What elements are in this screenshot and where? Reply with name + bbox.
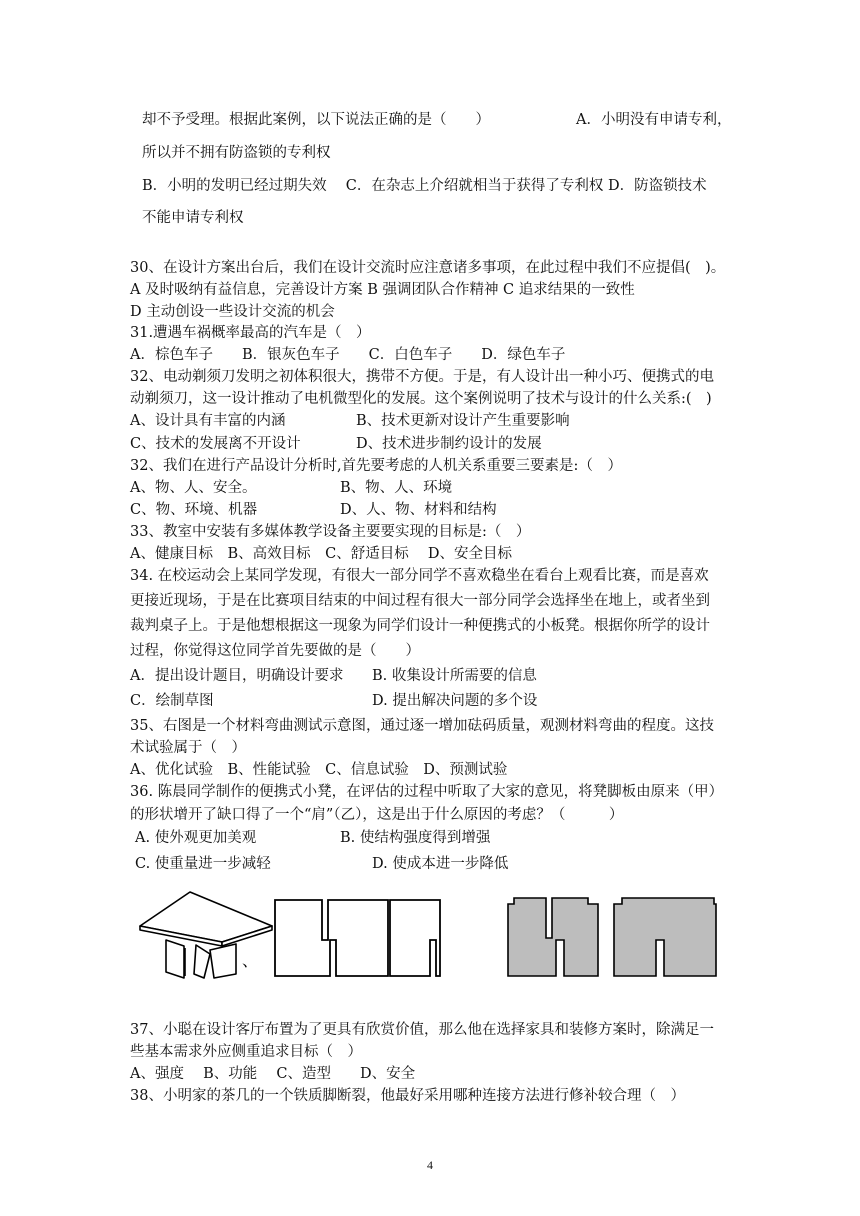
option-d: D、人、物、材料和结构 — [340, 502, 497, 518]
option-a: A．提出设计题目，明确设计要求 — [130, 668, 344, 684]
question-32-stem: 动剃须刀，这一设计推动了电机微型化的发展。这个案例说明了技术与设计的什么关系:( ) — [130, 391, 712, 407]
question-38-stem: 38、小明家的茶几的一个铁质脚断裂，他最好采用哪种连接方法进行修补较合理（ ） — [130, 1088, 685, 1104]
question-36-stem: 的形状增开了缺口得了一个“肩”（乙），这是出于什么原因的考虑？（ ） — [130, 807, 624, 823]
question-30-options: D 主动创设一些设计交流的机会 — [130, 304, 335, 320]
option-b: B、技术更新对设计产生重要影响 — [356, 413, 570, 429]
question-37-stem: 37、小聪在设计客厅布置为了更具有欣赏价值，那么他在选择家具和装修方案时，除满足一 — [130, 1022, 714, 1038]
question-34-stem: 更接近现场，于是在比赛项目结束的中间过程有很大一部分同学会选择坐在地上，或者坐到 — [130, 593, 710, 609]
question-33-options: A、健康目标 B、高效目标 C、舒适目标 D、安全目标 — [130, 546, 512, 562]
question-31-stem: 31.遭遇车祸概率最高的汽车是（ ） — [130, 325, 371, 341]
question-35-options: A、优化试验 B、性能试验 C、信息试验 D、预测试验 — [130, 762, 508, 778]
question-30-stem: 30、在设计方案出台后，我们在设计交流时应注意诸多事项，在此过程中我们不应提倡( )。 — [130, 260, 726, 276]
separator-mark: 、 — [242, 951, 259, 970]
question-34-stem: 裁判桌子上。于是他想根据这一现象为同学们设计一种便携式的小板凳。根据你所学的设计 — [130, 618, 710, 634]
question-37-stem: 些基本需求外应侧重追求目标（ ） — [130, 1044, 362, 1060]
question-33-stem: 33、教室中安装有多媒体教学设备主要要实现的目标是:（ ） — [130, 524, 531, 540]
question-32b-stem: 32、我们在进行产品设计分析时,首先要考虑的人机关系重要三要素是:（ ） — [130, 458, 622, 474]
question-31-options: A．棕色车子 B．银灰色车子 C．白色车子 D．绿色车子 — [130, 347, 566, 363]
leg-plate-shoulder — [614, 898, 716, 976]
stool-figure — [138, 888, 720, 984]
question-30-options: A 及时吸纳有益信息，完善设计方案 B 强调团队合作精神 C 追求结果的一致性 — [130, 282, 635, 298]
question-37-options: A、强度 B、功能 C、造型 D、安全 — [130, 1066, 416, 1082]
option-b: B. 使结构强度得到增强 — [340, 830, 491, 846]
option-d: D. 使成本进一步降低 — [372, 856, 509, 872]
option-c: C．绘制草图 — [130, 693, 214, 709]
leg-plate-original — [390, 900, 440, 976]
option-d: D、技术进步制约设计的发展 — [356, 436, 542, 452]
question-34-stem: 34. 在校运动会上某同学发现，有很大一部分同学不喜欢稳坐在看台上观看比赛，而是喜欢 — [130, 568, 709, 584]
option-b: B、物、人、环境 — [340, 480, 453, 496]
option-b: B. 收集设计所需要的信息 — [372, 668, 537, 684]
question-35-stem: 35、右图是一个材料弯曲测试示意图，通过逐一增加砝码质量，观测材料弯曲的程度。这技 — [130, 718, 714, 734]
text-line: A．小明没有申请专利， — [576, 112, 732, 128]
question-35-stem: 术试验属于（ ） — [130, 740, 246, 756]
text-line: 却不予受理。根据此案例，以下说法正确的是（ ） — [142, 112, 490, 128]
option-a: A、设计具有丰富的内涵 — [130, 413, 286, 429]
option-a: A. 使外观更加美观 — [135, 830, 257, 846]
leg-plate-shoulder — [508, 898, 598, 976]
text-line: 所以并不拥有防盗锁的专利权 — [142, 145, 331, 161]
question-34-stem: 过程，你觉得这位同学首先要做的是（ ） — [130, 643, 420, 659]
text-line: B．小明的发明已经过期失效 C．在杂志上介绍就相当于获得了专利权 D．防盗锁技术 — [142, 178, 707, 194]
option-c: C、物、环境、机器 — [130, 502, 258, 518]
text-line: 不能申请专利权 — [142, 210, 244, 226]
option-c: C、技术的发展离不开设计 — [130, 436, 301, 452]
option-d: D. 提出解决问题的多个设 — [372, 693, 538, 709]
stool-figure-svg — [138, 888, 720, 984]
option-c: C. 使重量进一步减轻 — [135, 856, 271, 872]
question-32-stem: 32、电动剃须刀发明之初体积很大，携带不方便。于是，有人设计出一种小巧、便携式的电 — [130, 369, 714, 385]
option-a: A、物、人、安全。 — [130, 480, 257, 496]
question-36-stem: 36. 陈晨同学制作的便携式小凳，在评估的过程中听取了大家的意见，将凳脚板由原来（甲） — [130, 784, 724, 800]
page-number: 4 — [427, 1158, 433, 1172]
leg-plate-original — [275, 900, 388, 976]
